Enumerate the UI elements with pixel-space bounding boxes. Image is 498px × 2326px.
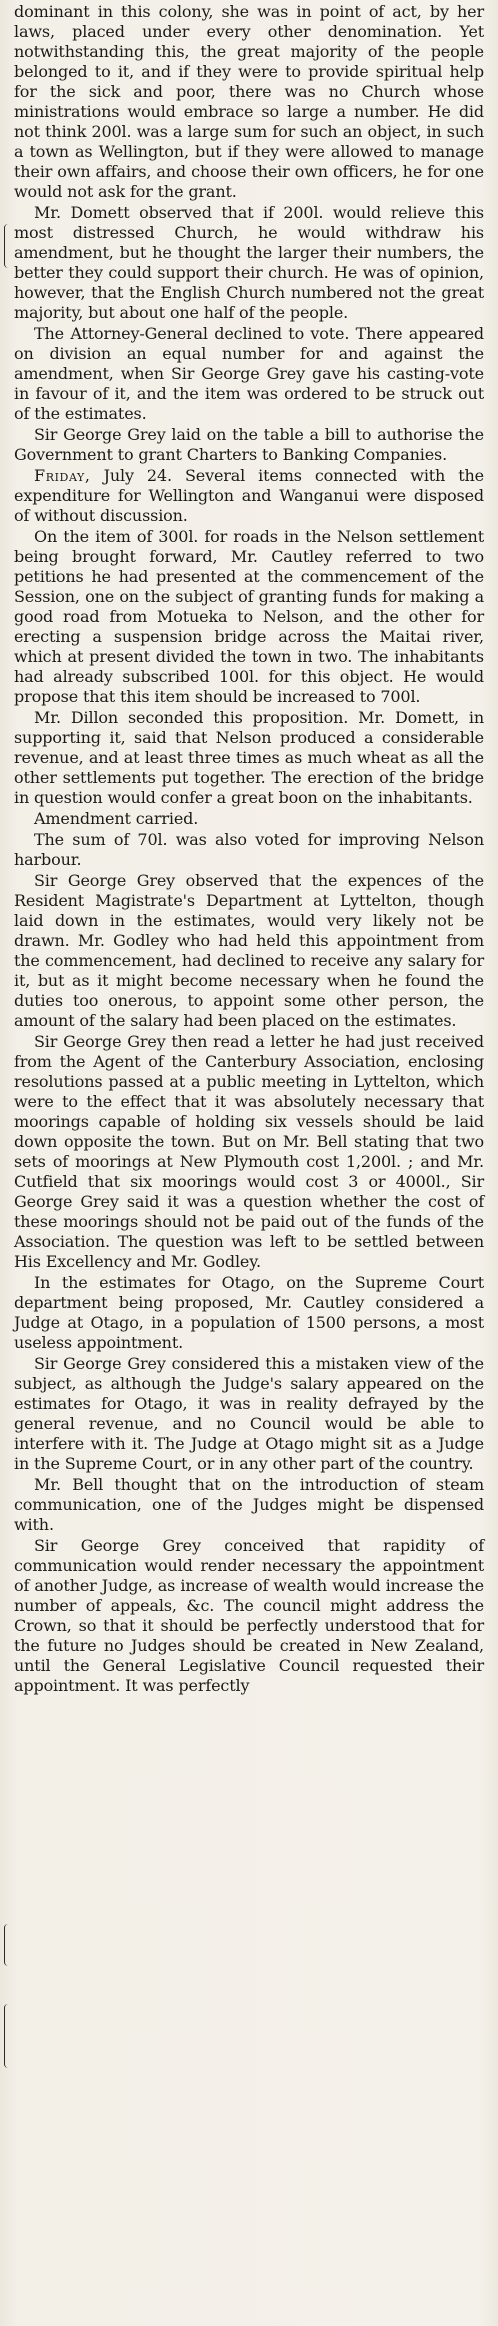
article-paragraph: In the estimates for Otago, on the Supreme Court department being proposed, Mr. Cautley considered a Judge at Otago, in a population of 1500 persons, a most useless appointment.	[14, 1273, 484, 1352]
article-paragraph: Mr. Domett observed that if 200l. would relieve this most distressed Church, he would withdraw his amendment, but he thought the larger their numbers, the better they could support their church. He was of opinion, however, that the English Church numbered not the great majority, but about one half of the people.	[14, 203, 484, 322]
margin-pencil-mark	[4, 224, 11, 268]
article-paragraph: Mr. Dillon seconded this proposition. Mr. Domett, in supporting it, said that Nelson produced a considerable revenue, and at least three times as much wheat as all the other settlements put together. The erection of the bridge in question would confer a great boon on the inhabitants.	[14, 708, 484, 807]
dateline-day: Friday,	[34, 466, 91, 485]
article-paragraph: Sir George Grey conceived that rapidity of communication would render necessary the appointment of another Judge, as increase of wealth would increase the number of appeals, &c. The council might address the Crown, so that it should be perfectly understood that for the future no Judges should be created in New Zealand, until the General Legislative Council requested their appointment. It was perfectly	[14, 1536, 484, 1695]
article-paragraph: Sir George Grey laid on the table a bill to authorise the Government to grant Charters to Banking Companies.	[14, 425, 484, 464]
article-paragraph: The Attorney-General declined to vote. There appeared on division an equal number for and against the amendment, when Sir George Grey gave his casting-vote in favour of it, and the item was ordered to be struck out of the estimates.	[14, 324, 484, 423]
article-paragraph: The sum of 70l. was also voted for improving Nelson harbour.	[14, 830, 484, 869]
article-paragraph: Sir George Grey then read a letter he had just received from the Agent of the Canterbury Association, enclosing resolutions passed at a public meeting in Lyttelton, which were to the effect that it was absolutely necessary that moorings capable of holding six vessels should be laid down opposite the town. But on Mr. Bell stating that two sets of moorings at New Plymouth cost 1,200l. ; and Mr. Cutfield that six moorings would cost 3 or 4000l., Sir George Grey said it was a question whether the cost of these moorings should not be paid out of the funds of the Association. The question was left to be settled between His Excellency and Mr. Godley.	[14, 1032, 484, 1271]
margin-pencil-mark	[4, 2004, 11, 2068]
article-paragraph: Sir George Grey considered this a mistaken view of the subject, as although the Judge's salary appeared on the estimates for Otago, it was in reality defrayed by the general revenue, and no Council would be able to interfere with it. The Judge at Otago might sit as a Judge in the Supreme Court, or in any other part of the country.	[14, 1354, 484, 1473]
dateline-text: July 24. Several items connected with the expenditure for Wellington and Wanganui were disposed of without discussion.	[14, 466, 484, 525]
article-paragraph-dateline	[14, 466, 484, 526]
article-paragraph: dominant in this colony, she was in point of act, by her laws, placed under every other denomination. Yet notwithstanding this, the great majority of the people belonged to it, and if they were to provide spiritual help for the sick and poor, there was no Church whose ministrations would embrace so large a number. He did not think 200l. was a large sum for such an object, in such a town as Wellington, but if they were allowed to manage their own affairs, and choose their own officers, he for one would not ask for the grant.	[14, 2, 484, 201]
article-paragraph: On the item of 300l. for roads in the Nelson settlement being brought forward, Mr. Cautley referred to two petitions he had presented at the commencement of the Session, one on the subject of granting funds for making a good road from Motueka to Nelson, and the other for erecting a suspension bridge across the Maitai river, which at present divided the town in two. The inhabitants had already subscribed 100l. for this object. He would propose that this item should be increased to 700l.	[14, 527, 484, 706]
margin-pencil-mark	[4, 1924, 11, 1966]
article-paragraph: Sir George Grey observed that the expences of the Resident Magistrate's Department at Lyttelton, though laid down in the estimates, would very likely not be drawn. Mr. Godley who had held this appointment from the commencement, had declined to receive any salary for it, but as it might become necessary when he found the duties too onerous, to appoint some other person, the amount of the salary had been placed on the estimates.	[14, 871, 484, 1030]
article-paragraph: Mr. Bell thought that on the introduction of steam communication, one of the Judges might be dispensed with.	[14, 1475, 484, 1534]
article-paragraph: Amendment carried.	[34, 809, 199, 828]
article-column	[14, 2, 484, 1697]
